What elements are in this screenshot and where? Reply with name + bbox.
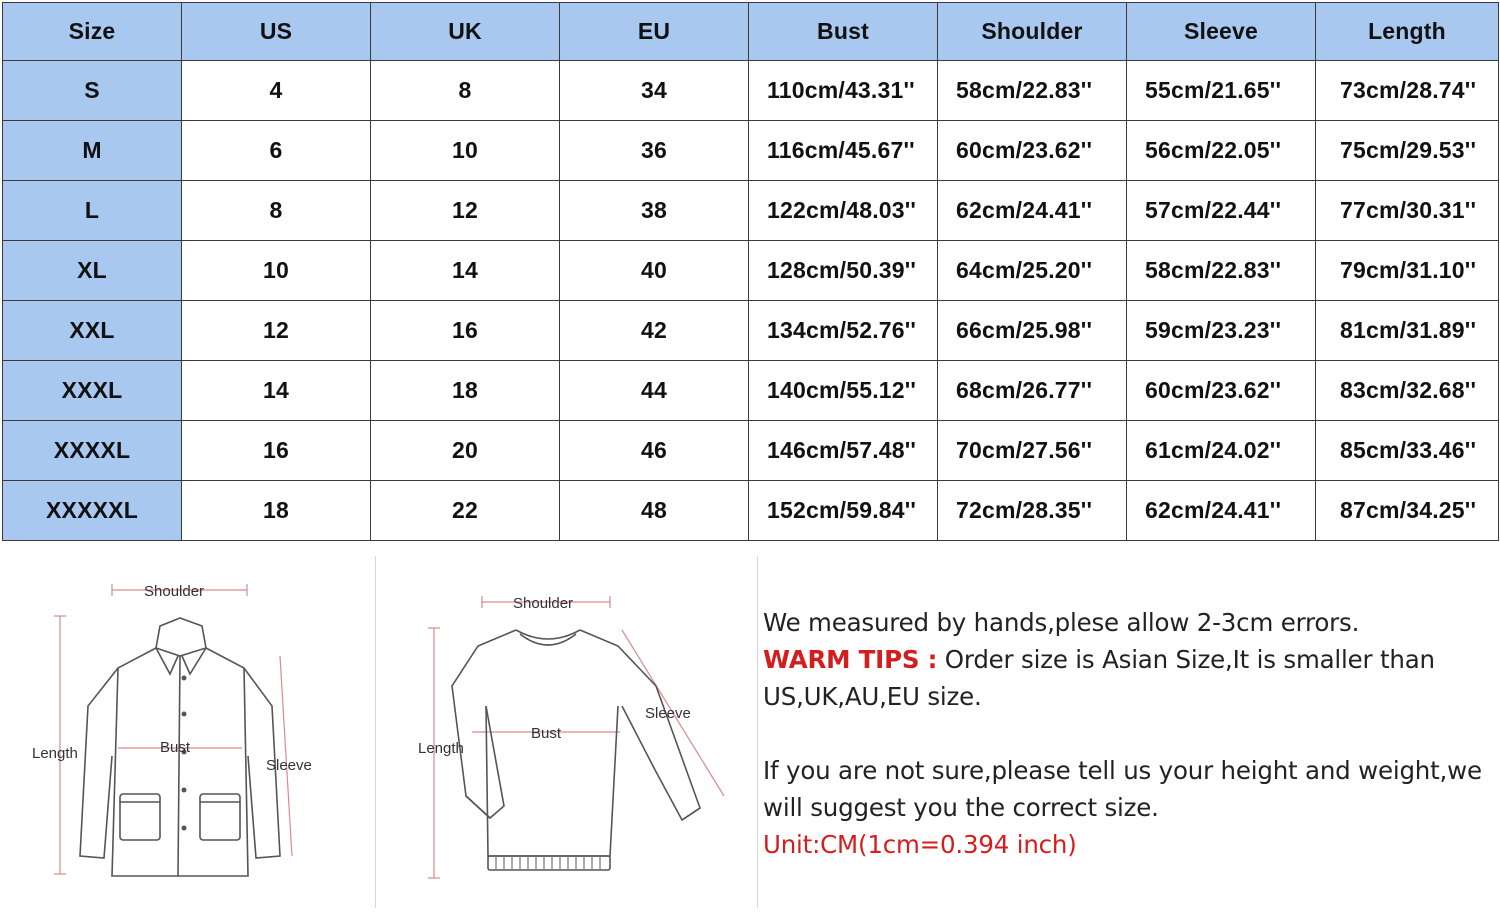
- size-label-cell: XXL: [3, 301, 182, 361]
- size-chart-table: [2, 2, 1499, 541]
- size-label-cell: L: [3, 181, 182, 241]
- table-cell: 61cm/24.02'': [1127, 421, 1316, 481]
- table-cell: 18: [371, 361, 560, 421]
- size-label-cell: S: [3, 61, 182, 121]
- size-label-cell: XXXXXL: [3, 481, 182, 541]
- length-label: Length: [418, 740, 464, 757]
- spacer: [763, 715, 1498, 752]
- shoulder-label: Shoulder: [513, 595, 574, 612]
- table-cell: 146cm/57.48'': [749, 421, 938, 481]
- table-cell: 8: [182, 181, 371, 241]
- bust-label: Bust: [531, 725, 562, 742]
- table-cell: 59cm/23.23'': [1127, 301, 1316, 361]
- column-header: Bust: [749, 3, 938, 61]
- table-body: [3, 61, 1499, 541]
- table-cell: 12: [182, 301, 371, 361]
- table-cell: 38: [560, 181, 749, 241]
- table-cell: 12: [371, 181, 560, 241]
- column-header: Size: [3, 3, 182, 61]
- table-cell: 73cm/28.74'': [1316, 61, 1499, 121]
- table-cell: 56cm/22.05'': [1127, 121, 1316, 181]
- table-cell: 46: [560, 421, 749, 481]
- shoulder-label: Shoulder: [144, 583, 205, 600]
- table-cell: 40: [560, 241, 749, 301]
- jacket-measurement-diagram: [20, 556, 360, 908]
- table-cell: 18: [182, 481, 371, 541]
- column-header: Shoulder: [938, 3, 1127, 61]
- table-cell: 72cm/28.35'': [938, 481, 1127, 541]
- table-cell: 4: [182, 61, 371, 121]
- table-cell: 152cm/59.84'': [749, 481, 938, 541]
- table-cell: 85cm/33.46'': [1316, 421, 1499, 481]
- table-cell: 62cm/24.41'': [938, 181, 1127, 241]
- sweater-measurement-diagram: [392, 556, 742, 908]
- table-cell: 58cm/22.83'': [1127, 241, 1316, 301]
- table-cell: 42: [560, 301, 749, 361]
- size-label-cell: XXXL: [3, 361, 182, 421]
- size-label-cell: XXXXL: [3, 421, 182, 481]
- warm-tips-label: WARM TIPS :: [763, 645, 938, 674]
- measure-lines: [54, 584, 292, 874]
- table-row: [3, 241, 1499, 301]
- table-cell: 16: [182, 421, 371, 481]
- table-cell: 122cm/48.03'': [749, 181, 938, 241]
- table-cell: 116cm/45.67'': [749, 121, 938, 181]
- table-cell: 10: [182, 241, 371, 301]
- table-cell: 75cm/29.53'': [1316, 121, 1499, 181]
- table-cell: 87cm/34.25'': [1316, 481, 1499, 541]
- contact-note: If you are not sure,please tell us your height and weight,we will suggest you the correct size.: [763, 756, 1482, 822]
- table-cell: 8: [371, 61, 560, 121]
- sweater-ribbing: [496, 857, 600, 869]
- warm-tips-text: Order size is Asian Size,It is smaller than US,UK,AU,EU size.: [763, 645, 1435, 711]
- warm-tips: [763, 641, 1498, 715]
- measure-lines: [428, 596, 724, 878]
- column-header: Sleeve: [1127, 3, 1316, 61]
- table-cell: 10: [371, 121, 560, 181]
- table-cell: 62cm/24.41'': [1127, 481, 1316, 541]
- jacket-illustration: [20, 556, 360, 908]
- table-cell: 57cm/22.44'': [1127, 181, 1316, 241]
- table-cell: 83cm/32.68'': [1316, 361, 1499, 421]
- table-row: [3, 301, 1499, 361]
- measurement-note: We measured by hands,plese allow 2-3cm errors.: [763, 608, 1360, 637]
- table-cell: 16: [371, 301, 560, 361]
- unit-note: Unit:CM(1cm=0.394 inch): [763, 830, 1077, 859]
- table-row: [3, 61, 1499, 121]
- table-cell: 79cm/31.10'': [1316, 241, 1499, 301]
- table-cell: 55cm/21.65'': [1127, 61, 1316, 121]
- table-cell: 60cm/23.62'': [938, 121, 1127, 181]
- column-header: UK: [371, 3, 560, 61]
- table-cell: 44: [560, 361, 749, 421]
- table-cell: 70cm/27.56'': [938, 421, 1127, 481]
- column-header: US: [182, 3, 371, 61]
- table-cell: 6: [182, 121, 371, 181]
- table-row: [3, 121, 1499, 181]
- table-cell: 140cm/55.12'': [749, 361, 938, 421]
- table-cell: 58cm/22.83'': [938, 61, 1127, 121]
- table-cell: 77cm/30.31'': [1316, 181, 1499, 241]
- table-cell: 81cm/31.89'': [1316, 301, 1499, 361]
- table-cell: 14: [371, 241, 560, 301]
- size-notes: [763, 604, 1498, 863]
- table-row: [3, 181, 1499, 241]
- table-row: [3, 481, 1499, 541]
- table-cell: 36: [560, 121, 749, 181]
- table-cell: 110cm/43.31'': [749, 61, 938, 121]
- sweater-illustration: [392, 556, 742, 908]
- sleeve-label: Sleeve: [645, 705, 691, 722]
- length-label: Length: [32, 745, 78, 762]
- divider: [757, 556, 758, 908]
- table-cell: 64cm/25.20'': [938, 241, 1127, 301]
- table-header-row: [3, 3, 1499, 61]
- table-cell: 66cm/25.98'': [938, 301, 1127, 361]
- size-label-cell: M: [3, 121, 182, 181]
- sweater-outline: [452, 630, 700, 870]
- table-cell: 20: [371, 421, 560, 481]
- table-cell: 48: [560, 481, 749, 541]
- size-label-cell: XL: [3, 241, 182, 301]
- bust-label: Bust: [160, 739, 191, 756]
- divider: [375, 556, 376, 908]
- table-cell: 14: [182, 361, 371, 421]
- table-cell: 134cm/52.76'': [749, 301, 938, 361]
- table-cell: 68cm/26.77'': [938, 361, 1127, 421]
- table-row: [3, 361, 1499, 421]
- column-header: Length: [1316, 3, 1499, 61]
- column-header: EU: [560, 3, 749, 61]
- table-row: [3, 421, 1499, 481]
- table-cell: 34: [560, 61, 749, 121]
- sleeve-label: Sleeve: [266, 757, 312, 774]
- table-cell: 128cm/50.39'': [749, 241, 938, 301]
- table-cell: 22: [371, 481, 560, 541]
- table-cell: 60cm/23.62'': [1127, 361, 1316, 421]
